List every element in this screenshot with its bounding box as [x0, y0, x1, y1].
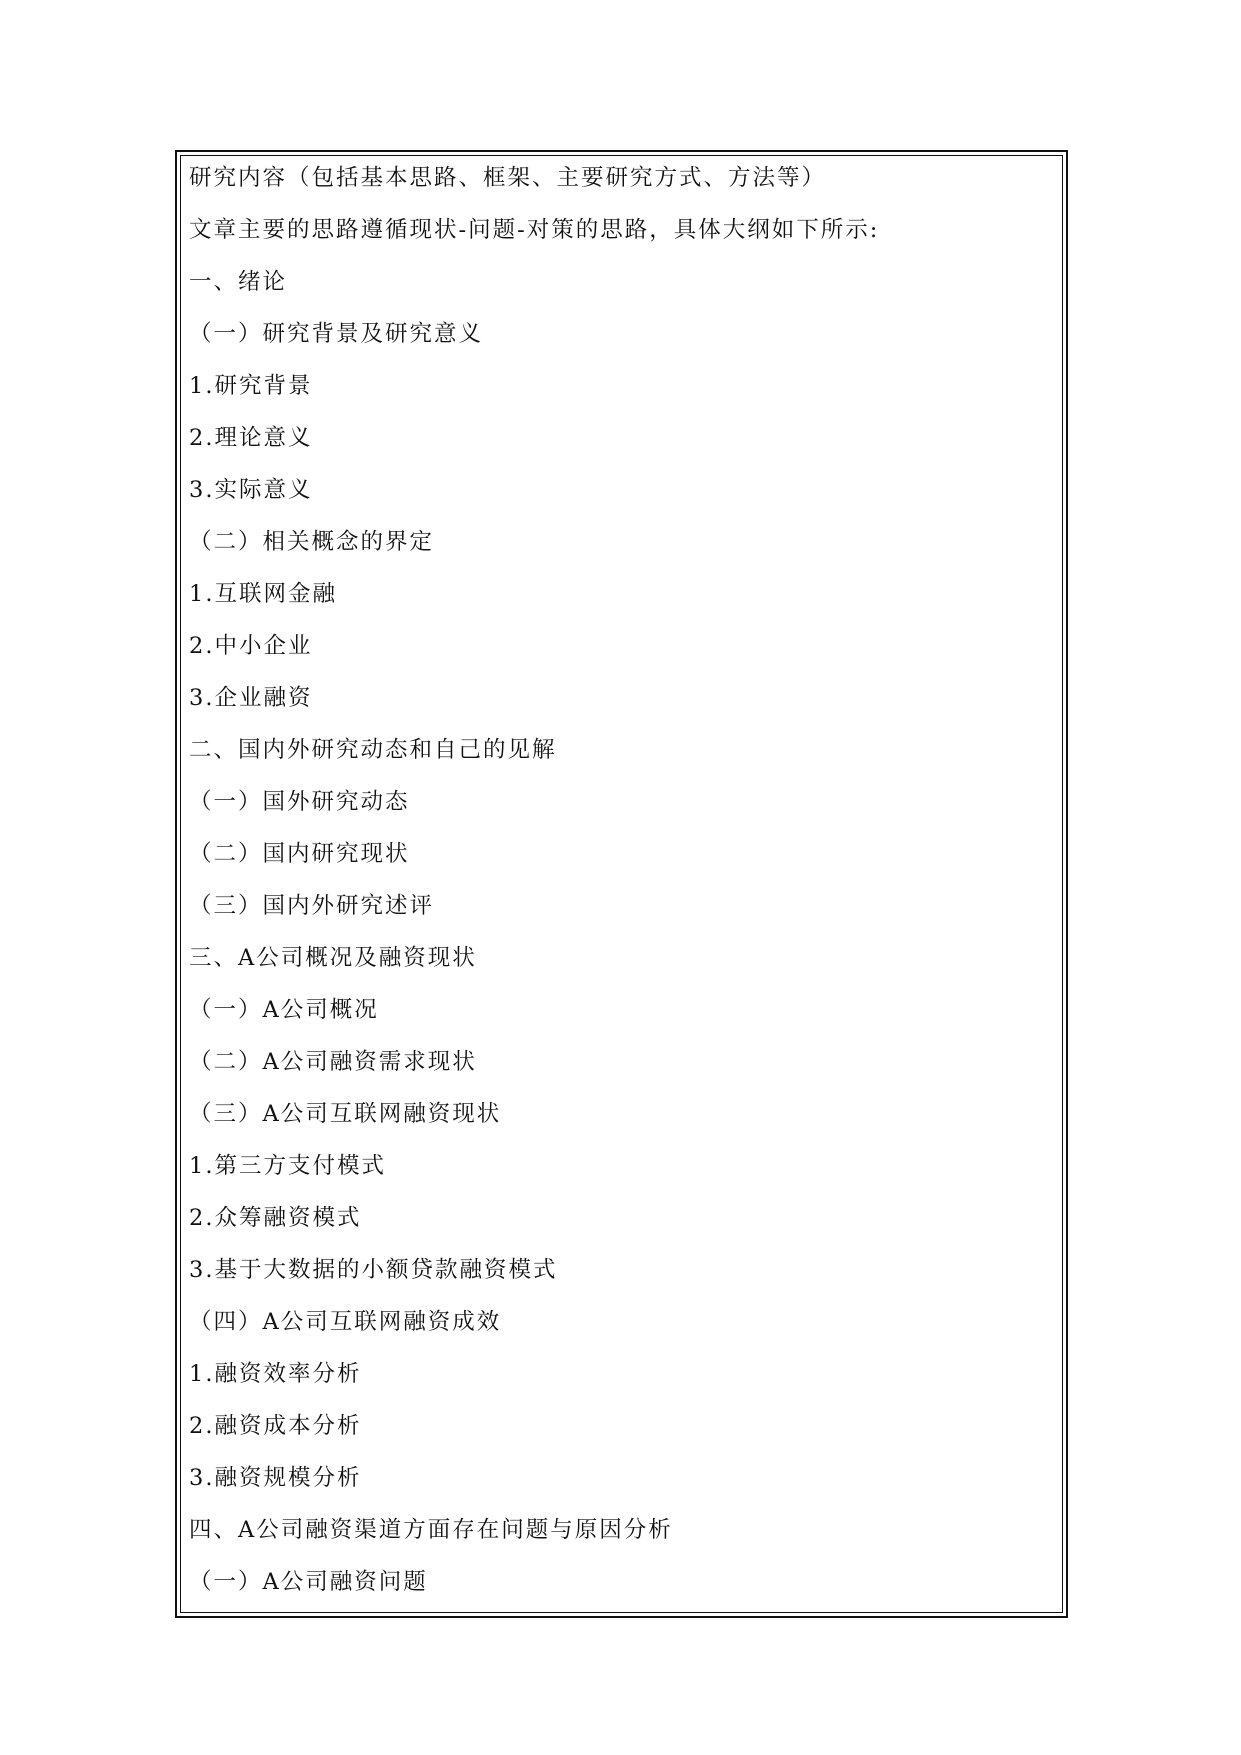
outline-item: （二）国内研究现状 [189, 841, 410, 867]
outline-item: （一）A公司融资问题 [189, 1569, 428, 1595]
outline-item: （一）研究背景及研究意义 [189, 321, 484, 347]
outline-item: （一）国外研究动态 [189, 789, 410, 815]
outline-item: 2.众筹融资模式 [189, 1205, 362, 1231]
outline-item: （三）国内外研究述评 [189, 893, 435, 919]
outline-list [189, 157, 879, 1613]
outline-item: 3.企业融资 [189, 685, 313, 711]
outline-item: 3.实际意义 [189, 477, 313, 503]
outline-item: 3.融资规模分析 [189, 1465, 362, 1491]
outline-item: 一、绪论 [189, 269, 288, 295]
section-header: 研究内容（包括基本思路、框架、主要研究方式、方法等） [189, 165, 827, 191]
outline-item: （一）A公司概况 [189, 997, 379, 1023]
outline-item: 四、A公司融资渠道方面存在问题与原因分析 [189, 1517, 673, 1543]
outline-intro: 文章主要的思路遵循现状-问题-对策的思路，具体大纲如下所示: [189, 217, 880, 243]
outline-item: 1.融资效率分析 [189, 1361, 362, 1387]
outline-item: 2.理论意义 [189, 425, 313, 451]
outline-item: 3.基于大数据的小额贷款融资模式 [189, 1257, 558, 1283]
outline-item: 1.第三方支付模式 [189, 1153, 386, 1179]
outline-item: （二）相关概念的界定 [189, 529, 435, 555]
outline-item: （四）A公司互联网融资成效 [189, 1309, 502, 1335]
outline-item: 1.互联网金融 [189, 581, 337, 607]
outline-item: 2.融资成本分析 [189, 1413, 362, 1439]
outline-item: （三）A公司互联网融资现状 [189, 1101, 502, 1127]
outline-item: （二）A公司融资需求现状 [189, 1049, 477, 1075]
outline-item: 1.研究背景 [189, 373, 313, 399]
outline-item: 2.中小企业 [189, 633, 313, 659]
outline-item: 三、A公司概况及融资现状 [189, 945, 477, 971]
table-cell-frame [175, 150, 1068, 1618]
outline-item: 二、国内外研究动态和自己的见解 [189, 737, 557, 763]
